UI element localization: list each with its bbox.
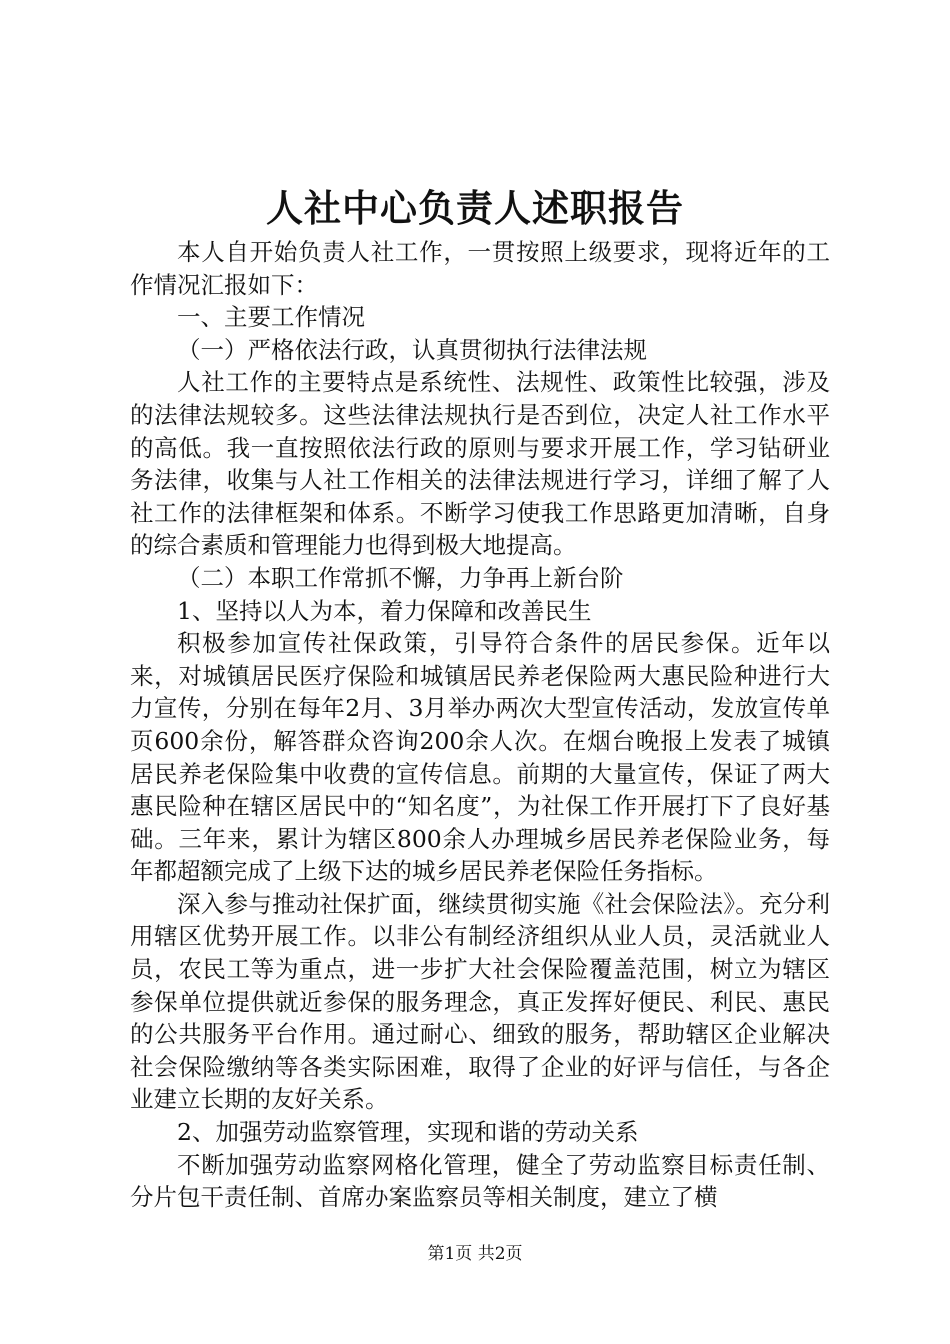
subheading-law: （一）严格依法行政，认真贯彻执行法律法规	[177, 335, 647, 364]
document-body	[130, 236, 830, 1214]
paragraph-publicity: 积极参加宣传社保政策，引导符合条件的居民参保。近年以来，对城镇居民医疗保险和城镇居民养老保险两大惠民险种进行大力宣传，分别在每年2月、3月举办两次大型宣传活动，发放宣传单页600余份，解答群众咨询200余人次。在烟台晚报上发表了城镇居民养老保险集中收费的宣传信息。前期的大量宣传，保证了两大惠民险种在辖区居民中的“知名度”，为社保工作开展打下了良好基础。三年来，累计为辖区800余人办理城乡居民养老保险业务，每年都超额完成了上级下达的城乡居民养老保险任务指标。	[130, 629, 830, 886]
paragraph-law: 人社工作的主要特点是系统性、法规性、政策性比较强，涉及的法律法规较多。这些法律法规执行是否到位，决定人社工作水平的高低。我一直按照依法行政的原则与要求开展工作，学习钻研业务法律，收集与人社工作相关的法律法规进行学习，详细了解了人社工作的法律框架和体系。不断学习使我工作思路更加清晰，自身的综合素质和管理能力也得到极大地提高。	[130, 368, 830, 560]
paragraph-intro: 本人自开始负责人社工作，一贯按照上级要求，现将近年的工作情况汇报如下：	[130, 238, 830, 299]
subheading-duty: （二）本职工作常抓不懈，力争再上新台阶	[177, 563, 624, 592]
item-heading-livelihood: 1、坚持以人为本，着力保障和改善民生	[177, 596, 592, 625]
paragraph-insurance-expansion: 深入参与推动社保扩面，继续贯彻实施《社会保险法》。充分利用辖区优势开展工作。以非公有制经济组织从业人员，灵活就业人员，农民工等为重点，进一步扩大社会保险覆盖范围，树立为辖区参保单位提供就近参保的服务理念，真正发挥好便民、利民、惠民的公共服务平台作用。通过耐心、细致的服务，帮助辖区企业解决社会保险缴纳等各类实际困难，取得了企业的好评与信任，与各企业建立长期的友好关系。	[130, 889, 830, 1114]
item-heading-labor: 2、加强劳动监察管理，实现和谐的劳动关系	[177, 1118, 639, 1147]
page-footer: 第1页 共2页	[427, 1244, 523, 1264]
heading-main-work: 一、主要工作情况	[177, 303, 365, 332]
document-title: 人社中心负责人述职报告	[266, 186, 684, 230]
paragraph-labor-supervision: 不断加强劳动监察网格化管理，健全了劳动监察目标责任制、分片包干责任制、首席办案监察员等相关制度，建立了横	[130, 1150, 830, 1212]
